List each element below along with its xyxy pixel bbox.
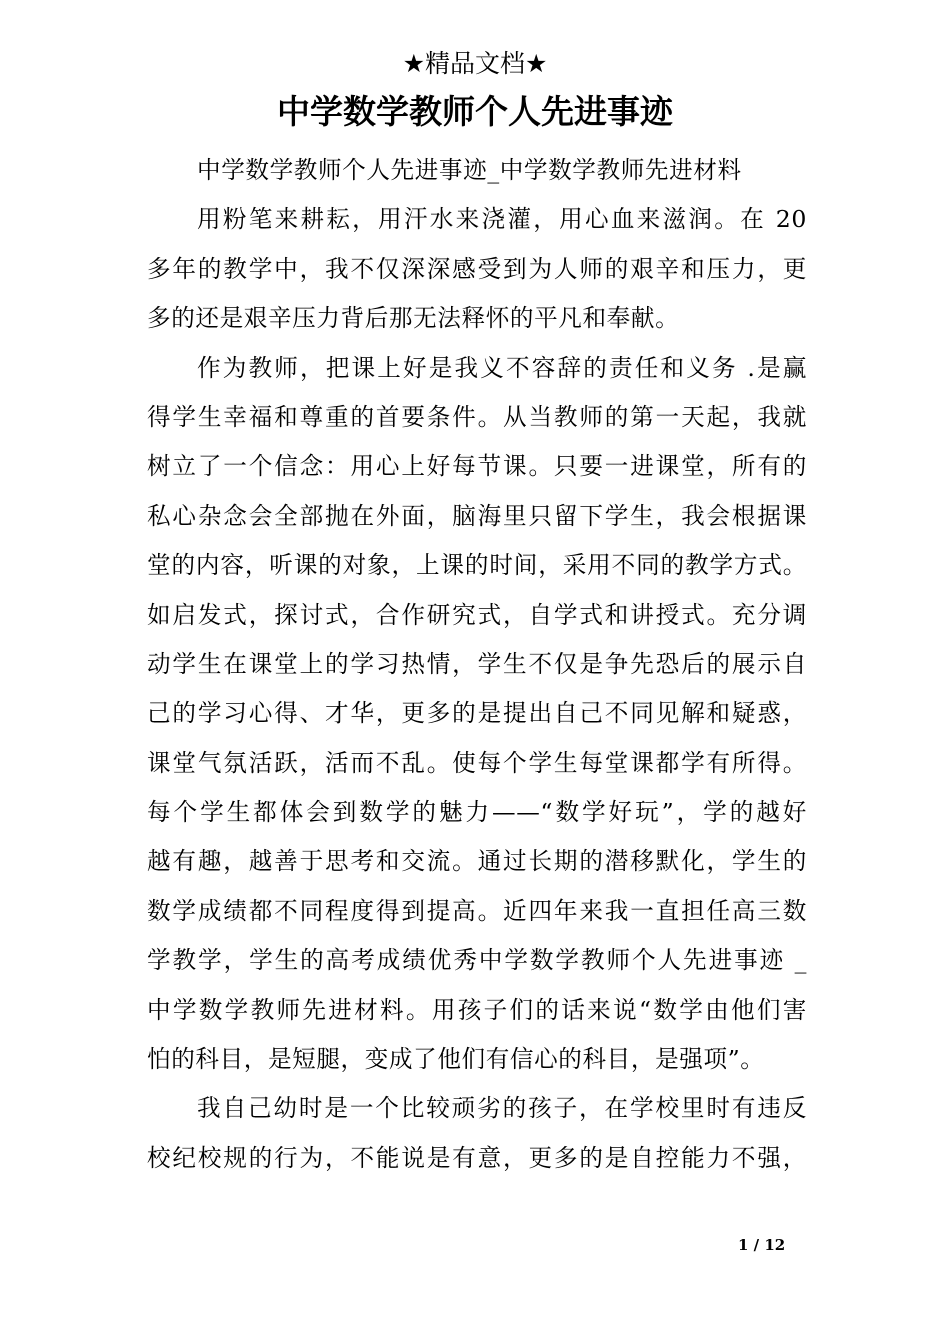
- page-number: 1 / 12: [738, 1236, 786, 1254]
- text-line: 如启发式，探讨式，合作研究式，自学式和讲授式。充分调: [147, 600, 807, 629]
- text-line: 多年的教学中，我不仅深深感受到为人师的艰辛和压力，更: [147, 254, 807, 283]
- text-line: 作为教师，把课上好是我义不容辞的责任和义务 .是赢: [197, 353, 807, 382]
- text-line: 私心杂念会全部抛在外面，脑海里只留下学生，我会根据课: [147, 501, 807, 530]
- text-line: 动学生在课堂上的学习热情，学生不仅是争先恐后的展示自: [147, 649, 807, 678]
- text-line: 堂的内容，听课的对象，上课的时间，采用不同的教学方式。: [147, 551, 807, 580]
- text-line: 怕的科目，是短腿，变成了他们有信心的科目，是强项”。: [147, 1045, 765, 1074]
- text-line: 课堂气氛活跃，活而不乱。使每个学生每堂课都学有所得。: [147, 748, 807, 777]
- body-text: [147, 146, 807, 1183]
- text-line: 得学生幸福和尊重的首要条件。从当教师的第一天起，我就: [147, 402, 807, 431]
- text-line: 数学成绩都不同程度得到提高。近四年来我一直担任高三数: [147, 896, 807, 925]
- text-line: 己的学习心得、才华，更多的是提出自己不同见解和疑惑，: [147, 699, 807, 728]
- document-title: 中学数学教师个人先进事迹: [277, 92, 673, 131]
- text-line: 越有趣，越善于思考和交流。通过长期的潜移默化，学生的: [147, 847, 807, 876]
- text-line: 树立了一个信念：用心上好每节课。只要一进课堂，所有的: [147, 452, 807, 481]
- text-line: 用粉笔来耕耘，用汗水来浇灌，用心血来滋润。在 20: [197, 205, 807, 234]
- text-line: 每个学生都体会到数学的魅力——“数学好玩”，学的越好: [147, 798, 807, 827]
- text-line: 校纪校规的行为，不能说是有意，更多的是自控能力不强，: [147, 1143, 807, 1172]
- text-line: 中学数学教师个人先进事迹_中学数学教师先进材料: [197, 156, 742, 184]
- text-line: 学教学，学生的高考成绩优秀中学数学教师个人先进事迹 _: [147, 946, 807, 975]
- header-mark: ★精品文档★: [402, 49, 548, 78]
- text-line: 中学数学教师先进材料。用孩子们的话来说“数学由他们害: [147, 995, 807, 1024]
- text-line: 多的还是艰辛压力背后那无法释怀的平凡和奉献。: [147, 304, 680, 333]
- text-line: 我自己幼时是一个比较顽劣的孩子，在学校里时有违反: [197, 1094, 807, 1123]
